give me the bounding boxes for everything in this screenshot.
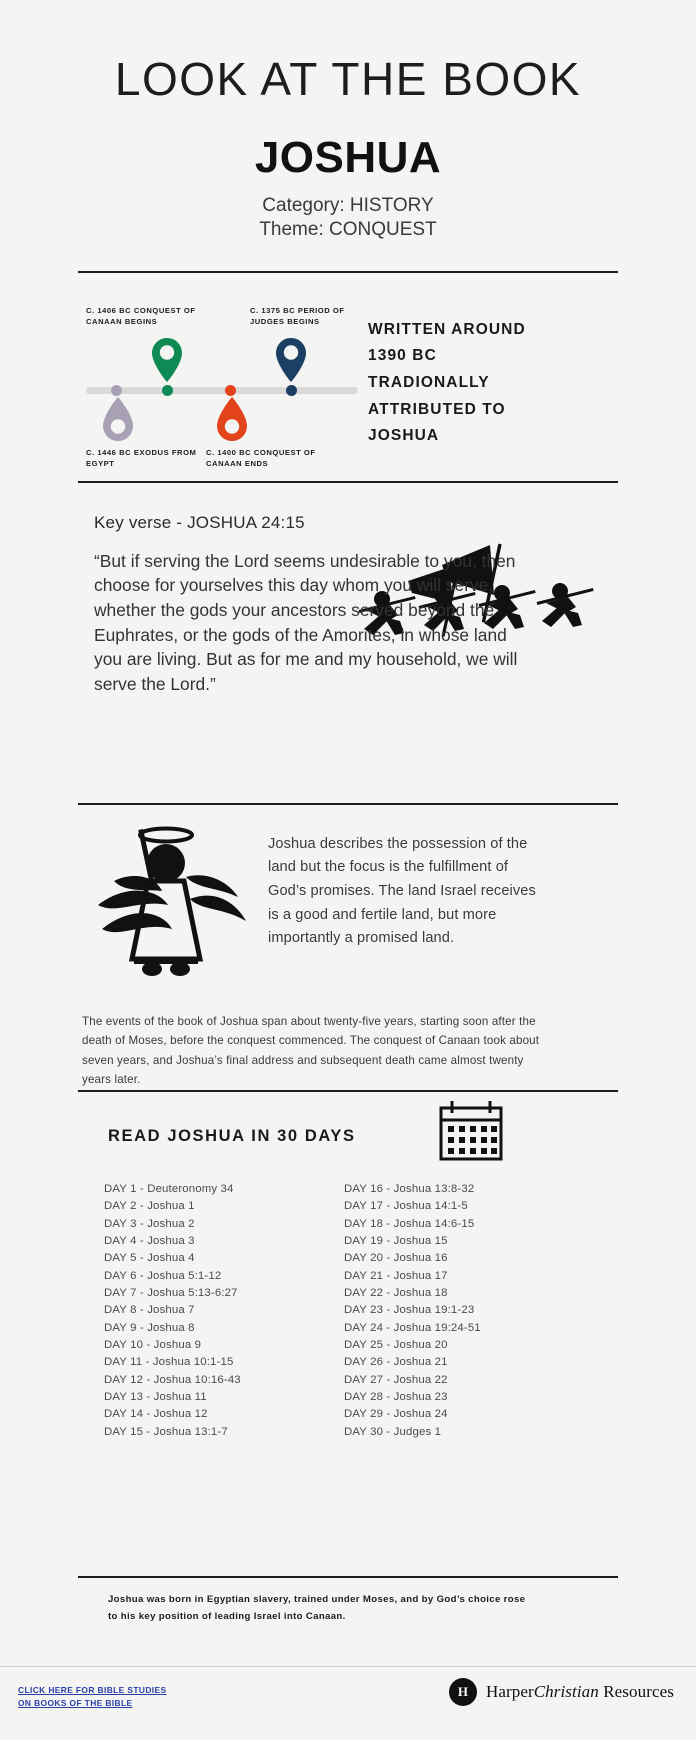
angel-icon xyxy=(78,819,253,1014)
events-paragraph: The events of the book of Joshua span about twenty-five years, starting soon after the death of Moses, before the conquest commenced. The conquest of Canaan took about seven years, and Joshua’s final address and subsequent death came almost twenty years later. xyxy=(82,1015,540,1087)
footer xyxy=(0,1672,696,1740)
list-item: DAY 11 - Joshua 10:1-15 xyxy=(104,1356,234,1369)
timeline-axis xyxy=(86,387,358,394)
written-around-note: WRITTEN AROUND 1390 BC TRADIONALLY ATTRIBUTED TO JOSHUA xyxy=(368,320,526,445)
summary-text: Joshua describes the possession of the land but the focus is the fulfillment of God’s promises. The land Israel receives is a good and fertile land, but more importantly a promised land. xyxy=(268,835,536,947)
page-title: LOOK AT THE BOOK xyxy=(114,53,582,105)
book-title: JOSHUA xyxy=(254,133,442,182)
list-item: DAY 28 - Joshua 23 xyxy=(344,1390,448,1403)
list-item: DAY 5 - Joshua 4 xyxy=(104,1252,195,1265)
divider-verse xyxy=(78,481,618,483)
timeline-track-group xyxy=(78,299,368,479)
list-item: DAY 14 - Joshua 12 xyxy=(104,1408,208,1421)
bible-studies-link-line1: CLICK HERE FOR BIBLE STUDIES xyxy=(18,1685,167,1695)
map-pin-icon-exodus xyxy=(101,396,135,442)
bible-studies-link-line2: ON BOOKS OF THE BIBLE xyxy=(18,1698,133,1709)
bible-studies-link[interactable] xyxy=(18,1684,198,1710)
list-item: DAY 21 - Joshua 17 xyxy=(344,1269,448,1282)
list-item: DAY 2 - Joshua 1 xyxy=(104,1200,195,1213)
list-item: DAY 12 - Joshua 10:16-43 xyxy=(104,1373,241,1386)
key-verse-text: “But if serving the Lord seems undesirable to you, then choose for yourselves this day whom you will serve, whether the gods your ancestors served beyond the Euphrates, or the gods of the Amorites, in whose land you are living. But as for me and my household, we will serve the Lord.” xyxy=(94,550,518,695)
list-item: DAY 6 - Joshua 5:1-12 xyxy=(104,1269,222,1282)
brand-name-part1: Harper xyxy=(485,1682,534,1701)
list-item: DAY 30 - Judges 1 xyxy=(344,1425,442,1438)
list-item: DAY 25 - Joshua 20 xyxy=(344,1338,448,1351)
list-item: DAY 16 - Joshua 13:8-32 xyxy=(344,1183,475,1195)
divider-footer xyxy=(0,1666,696,1667)
list-item: DAY 9 - Joshua 8 xyxy=(104,1321,195,1334)
list-item: DAY 1 - Deuteronomy 34 xyxy=(104,1183,234,1195)
map-pin-icon-conquest-begins xyxy=(150,337,184,383)
list-item: DAY 24 - Joshua 19:24-51 xyxy=(344,1321,481,1334)
key-verse-heading: Key verse - JOSHUA 24:15 xyxy=(94,512,305,532)
timeline-dot-conquest-begins xyxy=(162,385,173,396)
list-item: DAY 20 - Joshua 16 xyxy=(344,1252,448,1265)
list-item: DAY 4 - Joshua 3 xyxy=(104,1234,195,1247)
brand-name-part3: Resources xyxy=(598,1682,674,1701)
timeline-dot-exodus xyxy=(111,385,122,396)
timeline-label-1: C. 1375 BC PERIOD OF JUDGES BEGINS xyxy=(250,305,345,326)
list-item: DAY 15 - Joshua 13:1-7 xyxy=(104,1425,228,1438)
list-item: DAY 10 - Joshua 9 xyxy=(104,1338,202,1351)
divider-reading xyxy=(78,1090,618,1092)
list-item: DAY 8 - Joshua 7 xyxy=(104,1304,195,1317)
reading-plan-column-right xyxy=(344,1181,584,1441)
summary-section xyxy=(0,805,696,1040)
map-pin-icon-judges-begins xyxy=(274,337,308,383)
reading-plan-column-left xyxy=(104,1181,344,1441)
list-item: DAY 19 - Joshua 15 xyxy=(344,1234,448,1247)
list-item: DAY 26 - Joshua 21 xyxy=(344,1356,448,1369)
timeline-dot-conquest-ends xyxy=(225,385,236,396)
list-item: DAY 3 - Joshua 2 xyxy=(104,1217,195,1230)
divider-footnote xyxy=(78,1576,618,1578)
brand-logo xyxy=(449,1678,674,1706)
reading-plan-columns xyxy=(104,1181,584,1441)
timeline-section xyxy=(0,291,696,481)
timeline-label-3: C. 1400 BC CONQUEST OF CANAAN ENDS xyxy=(206,447,316,468)
header xyxy=(0,0,696,243)
brand-name-part2: Christian xyxy=(533,1682,599,1701)
list-item: DAY 29 - Joshua 24 xyxy=(344,1408,448,1421)
list-item: DAY 22 - Joshua 18 xyxy=(344,1286,448,1299)
list-item: DAY 18 - Joshua 14:6-15 xyxy=(344,1217,475,1230)
reading-plan-heading: READ JOSHUA IN 30 DAYS xyxy=(108,1127,356,1145)
timeline-label-2: C. 1446 BC EXODUS FROM EGYPT xyxy=(86,447,197,468)
list-item: DAY 13 - Joshua 11 xyxy=(104,1390,207,1403)
key-verse-section xyxy=(0,491,696,801)
footnote-text: Joshua was born in Egyptian slavery, trained under Moses, and by God’s choice rose to his key position of leading Israel into Canaan. xyxy=(108,1594,526,1622)
list-item: DAY 23 - Joshua 19:1-23 xyxy=(344,1304,475,1317)
harper-h-icon: H xyxy=(449,1678,477,1706)
calendar-icon xyxy=(438,1100,504,1162)
map-pin-icon-conquest-ends xyxy=(215,396,249,442)
timeline-dot-judges-begins xyxy=(286,385,297,396)
theme-label: Theme: CONQUEST xyxy=(259,219,437,241)
list-item: DAY 27 - Joshua 22 xyxy=(344,1373,448,1386)
timeline-label-0: C. 1406 BC CONQUEST OF CANAAN BEGINS xyxy=(86,305,196,326)
category-label: Category: HISTORY xyxy=(262,195,434,216)
brand-name xyxy=(486,1682,674,1702)
divider-top xyxy=(78,271,618,273)
list-item: DAY 7 - Joshua 5:13-6:27 xyxy=(104,1286,238,1299)
list-item: DAY 17 - Joshua 14:1-5 xyxy=(344,1200,468,1213)
book-meta xyxy=(0,194,696,243)
